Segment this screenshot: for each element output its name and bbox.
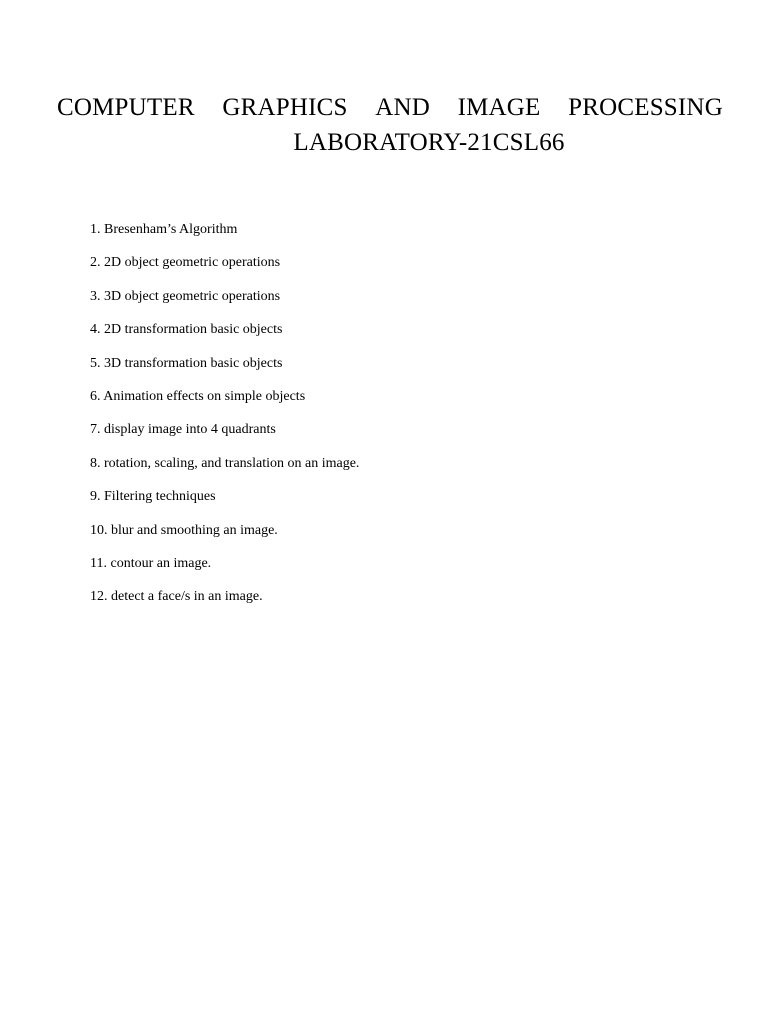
program-item: 9. Filtering techniques [90,489,216,505]
program-item: 7. display image into 4 quadrants [90,422,276,438]
document-title [57,90,723,160]
title-word: PROCESSING [568,94,723,121]
program-item: 12. detect a face/s in an image. [90,589,263,605]
title-line-1 [57,90,723,125]
program-item: 1. Bresenham’s Algorithm [90,222,238,237]
program-item: 3. 3D object geometric operations [90,288,281,304]
program-list [90,220,359,621]
program-item: 11. contour an image. [90,555,212,571]
title-word: COMPUTER [57,94,195,121]
program-item: 8. rotation, scaling, and translation on an image. [90,455,360,471]
title-word: GRAPHICS [222,94,348,121]
title-line-2: LABORATORY-21CSL66 [293,129,565,156]
title-word: AND [375,94,430,121]
program-item: 10. blur and smoothing an image. [90,522,278,538]
program-item: 4. 2D transformation basic objects [90,322,283,338]
program-item: 2. 2D object geometric operations [90,255,281,271]
program-item: 6. Animation effects on simple objects [90,388,306,404]
program-item: 5. 3D transformation basic objects [90,355,283,371]
title-word: IMAGE [457,94,541,121]
